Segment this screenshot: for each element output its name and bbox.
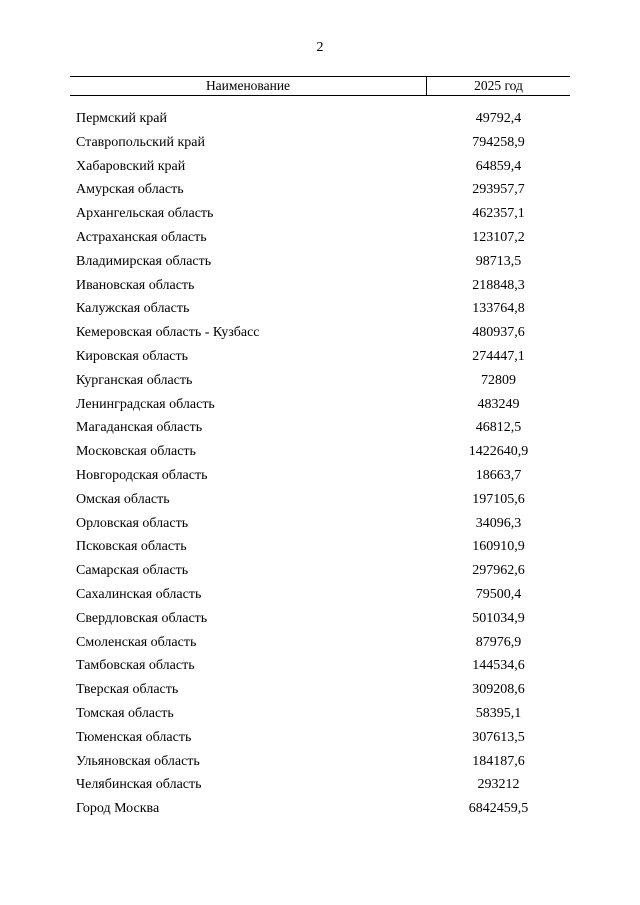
table-row <box>70 678 570 702</box>
table-row <box>70 202 570 226</box>
region-value: 483249 <box>477 396 520 412</box>
region-value: 79500,4 <box>475 586 522 602</box>
table-row <box>70 131 570 155</box>
region-name: Московская область <box>76 444 196 460</box>
region-name: Курганская область <box>76 372 193 388</box>
region-name: Челябинская область <box>76 777 202 793</box>
region-value: 18663,7 <box>475 467 522 483</box>
region-name: Ульяновская область <box>76 753 200 769</box>
header-year: 2025 год <box>474 78 523 93</box>
region-name: Новгородская область <box>76 467 208 483</box>
region-value: 58395,1 <box>475 705 522 721</box>
region-value: 309208,6 <box>472 682 525 698</box>
region-name: Орловская область <box>76 515 189 531</box>
table-row <box>70 631 570 655</box>
region-name: Ивановская область <box>76 277 195 293</box>
region-value: 197105,6 <box>472 491 525 507</box>
region-name: Кемеровская область - Кузбасс <box>76 325 260 341</box>
region-value: 274447,1 <box>472 348 525 364</box>
region-name: Кировская область <box>76 348 189 364</box>
table-row <box>70 773 570 797</box>
region-name: Пермский край <box>76 111 167 126</box>
region-name: Псковская область <box>76 539 187 555</box>
region-name: Ленинградская область <box>76 396 215 412</box>
region-name: Тюменская область <box>76 729 192 745</box>
region-value: 123107,2 <box>472 229 525 245</box>
region-value: 144534,6 <box>472 658 525 674</box>
region-name: Владимирская область <box>76 253 212 269</box>
region-name: Омская область <box>76 491 170 507</box>
table-row <box>70 226 570 250</box>
region-value: 293957,7 <box>472 182 525 198</box>
table-row <box>70 107 570 131</box>
header-name: Наименование <box>70 77 427 95</box>
region-value: 501034,9 <box>472 610 525 626</box>
table-row <box>70 797 570 821</box>
region-value: 160910,9 <box>472 539 525 555</box>
region-name: Тамбовская область <box>76 658 195 674</box>
region-value: 98713,5 <box>475 253 522 269</box>
table-row <box>70 393 570 417</box>
region-value: 297962,6 <box>472 563 525 579</box>
region-name: Астраханская область <box>76 229 207 245</box>
region-value: 293212 <box>477 777 520 793</box>
table-row <box>70 654 570 678</box>
table-row <box>70 345 570 369</box>
data-table <box>70 76 570 821</box>
region-name: Магаданская область <box>76 420 203 436</box>
region-value: 1422640,9 <box>468 444 529 460</box>
table-row <box>70 440 570 464</box>
table-row <box>70 297 570 321</box>
table-row <box>70 274 570 298</box>
region-value: 133764,8 <box>472 301 525 317</box>
region-value: 480937,6 <box>472 325 525 341</box>
region-name: Тверская область <box>76 682 179 698</box>
region-name: Калужская область <box>76 301 190 317</box>
table-row <box>70 702 570 726</box>
region-name: Ставропольский край <box>76 134 205 150</box>
region-name: Амурская область <box>76 182 184 198</box>
table-row <box>70 155 570 179</box>
table-row <box>70 321 570 345</box>
region-value: 87976,9 <box>475 634 522 650</box>
region-name: Томская область <box>76 705 174 721</box>
table-row <box>70 583 570 607</box>
table-row <box>70 726 570 750</box>
table-body <box>70 96 570 821</box>
region-value: 72809 <box>481 372 516 388</box>
region-value: 218848,3 <box>472 277 525 293</box>
region-value: 184187,6 <box>472 753 525 769</box>
table-row <box>70 607 570 631</box>
region-name: Смоленская область <box>76 634 197 650</box>
region-value: 6842459,5 <box>468 801 529 817</box>
table-row <box>70 750 570 774</box>
table-row <box>70 178 570 202</box>
region-name: Город Москва <box>76 801 160 817</box>
region-value: 34096,3 <box>475 515 522 531</box>
region-value: 49792,4 <box>475 111 522 126</box>
region-value: 64859,4 <box>475 158 522 174</box>
table-row <box>70 250 570 274</box>
table-row <box>70 416 570 440</box>
region-value: 46812,5 <box>475 420 522 436</box>
region-value: 462357,1 <box>472 206 525 222</box>
table-row <box>70 512 570 536</box>
region-name: Хабаровский край <box>76 158 186 174</box>
region-name: Сахалинская область <box>76 586 202 602</box>
region-name: Архангельская область <box>76 206 214 222</box>
page-number: 2 <box>316 40 324 55</box>
region-name: Свердловская область <box>76 610 208 626</box>
table-row <box>70 369 570 393</box>
table-row <box>70 464 570 488</box>
table-row <box>70 559 570 583</box>
region-value: 794258,9 <box>472 134 525 150</box>
table-row <box>70 488 570 512</box>
region-value: 307613,5 <box>472 729 525 745</box>
table-header <box>70 76 570 96</box>
region-name: Самарская область <box>76 563 189 579</box>
table-row <box>70 535 570 559</box>
